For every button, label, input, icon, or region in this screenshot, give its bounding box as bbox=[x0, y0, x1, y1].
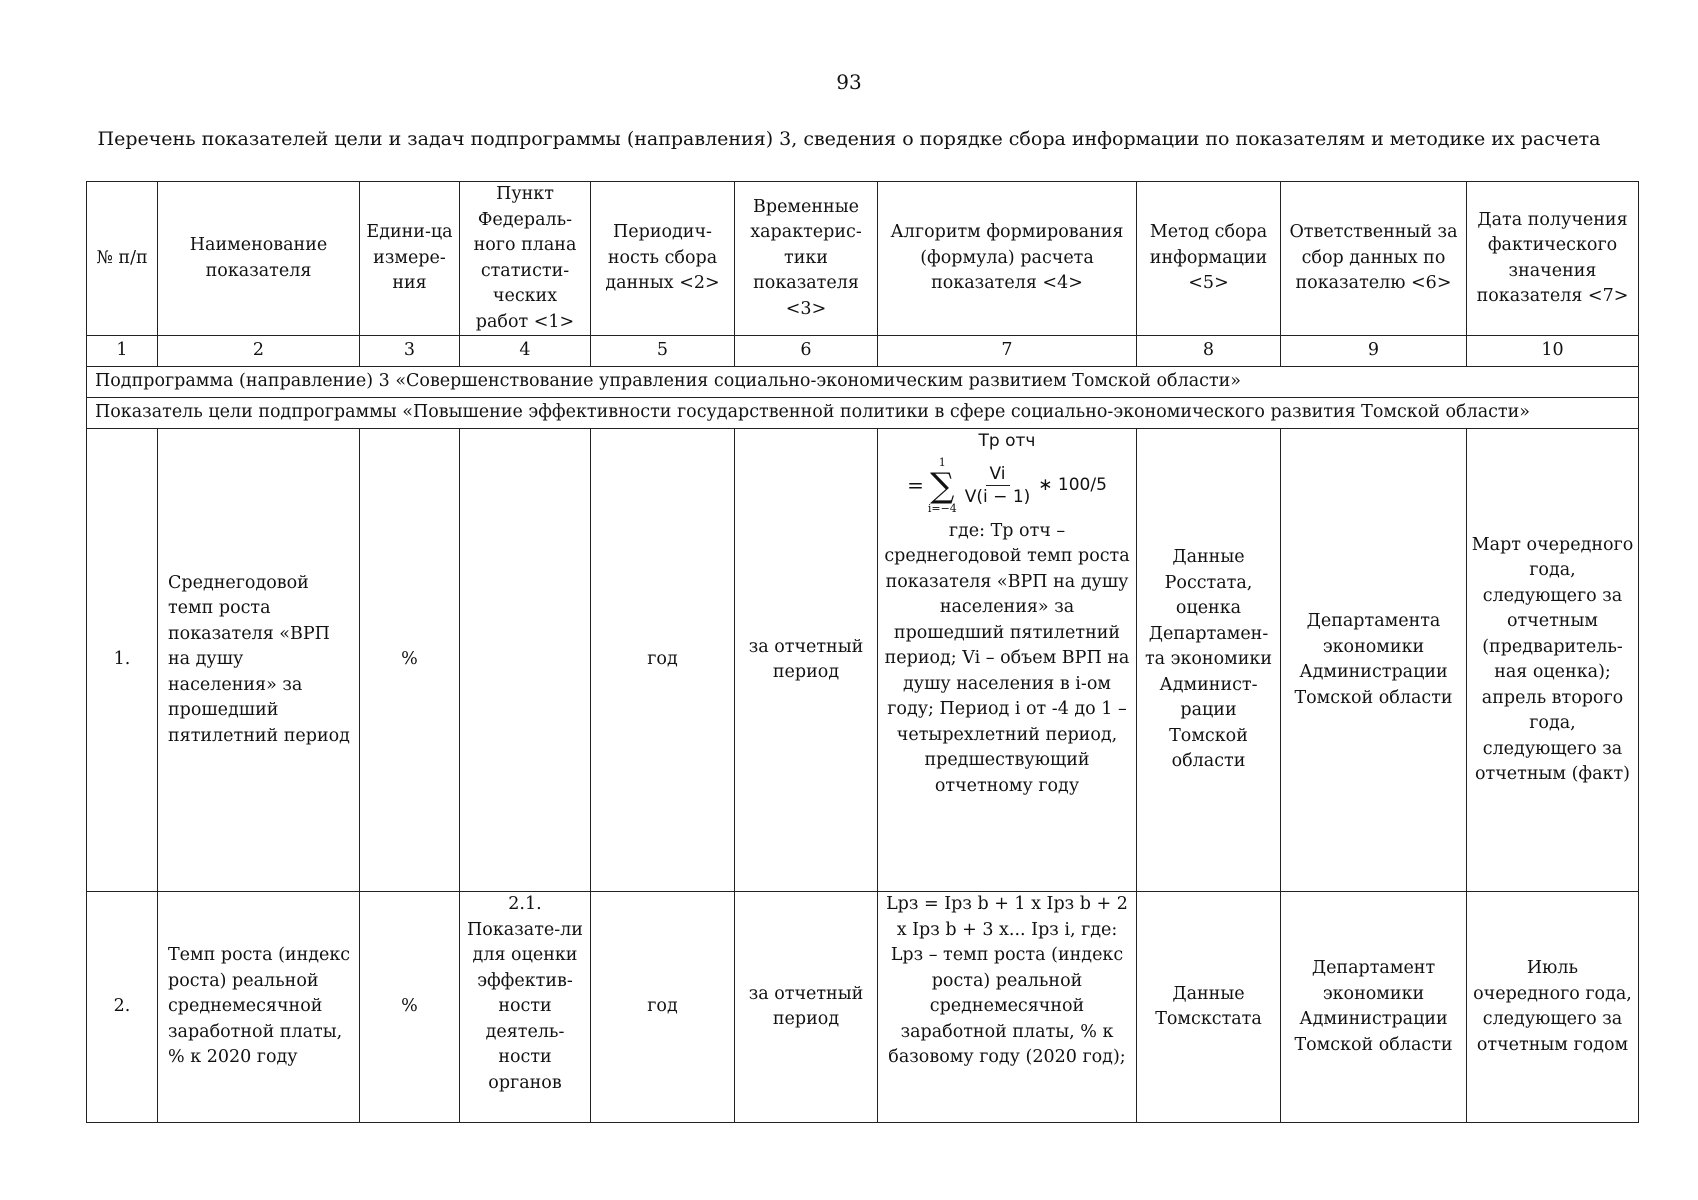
header-cell: Периодич-ность сбора данных <2> bbox=[591, 182, 735, 336]
indicators-table bbox=[86, 181, 1639, 1123]
column-number-row bbox=[87, 336, 1639, 367]
periodicity: год bbox=[591, 429, 735, 892]
column-number: 8 bbox=[1137, 336, 1281, 367]
row-number: 2. bbox=[87, 892, 158, 1123]
sum-lower-limit: i=−4 bbox=[927, 501, 957, 515]
time-characteristic: за отчетный период bbox=[735, 429, 878, 892]
periodicity: год bbox=[591, 892, 735, 1123]
header-row bbox=[87, 182, 1639, 336]
sigma-icon: ∑ bbox=[930, 465, 955, 506]
table-row bbox=[87, 892, 1639, 1123]
page-number: 93 bbox=[836, 70, 862, 94]
column-number: 3 bbox=[360, 336, 460, 367]
subprogram-title: Подпрограмма (направление) 3 «Совершенствование управления социально-экономическим развитием Томской области» bbox=[87, 367, 1639, 398]
algorithm-text: где: Тр отч – среднегодовой темп роста показателя «ВРП на душу населения» за прошедший пятилетний период; Vi – объем ВРП на душу населения в i-ом году; Период i от -4 до 1 – четырехлетний период, предшествующий отчетному году bbox=[884, 520, 1130, 796]
header-cell: Метод сбора информации <5> bbox=[1137, 182, 1281, 336]
header-cell: Алгоритм формирования (формула) расчета показателя <4> bbox=[878, 182, 1137, 336]
formula-lhs: Тр отч bbox=[978, 431, 1036, 451]
column-number: 7 bbox=[878, 336, 1137, 367]
header-cell: Временные характерис-тики показателя <3> bbox=[735, 182, 878, 336]
sum-upper-limit: 1 bbox=[938, 455, 946, 469]
column-number: 6 bbox=[735, 336, 878, 367]
header-cell: Ответственный за сбор данных по показателю <6> bbox=[1281, 182, 1467, 336]
sum-sign bbox=[928, 457, 957, 515]
column-number: 5 bbox=[591, 336, 735, 367]
algorithm-cell: Lpз = Ipз b + 1 x Ipз b + 2 x Ipз b + 3 x... Ipз i, где: Lpз – темп роста (индекс роста) реальной среднемесячной заработной платы, % к базовому году (2020 год); bbox=[878, 892, 1137, 1123]
indicator-name: Среднегодовой темп роста показателя «ВРП на душу населения» за прошедший пятилетний период bbox=[158, 429, 360, 892]
goal-row bbox=[87, 398, 1639, 429]
actual-value-date: Март очередного года, следующего за отчетным (предваритель-ная оценка); апрель второго года, следующего за отчетным (факт) bbox=[1467, 429, 1639, 892]
unit: % bbox=[360, 429, 460, 892]
header-cell: Едини-ца измере-ния bbox=[360, 182, 460, 336]
header-cell: № п/п bbox=[87, 182, 158, 336]
algorithm-cell bbox=[878, 429, 1137, 892]
actual-value-date: Июль очередного года, следующего за отчетным годом bbox=[1467, 892, 1639, 1123]
header-cell: Дата получения фактического значения показателя <7> bbox=[1467, 182, 1639, 336]
fraction-numerator: Vi bbox=[986, 463, 1010, 486]
row-number: 1. bbox=[87, 429, 158, 892]
responsible: Департамента экономики Администрации Томской области bbox=[1281, 429, 1467, 892]
subprogram-row bbox=[87, 367, 1639, 398]
collection-method: Данные Росстата, оценка Департамен-та экономики Админист-рации Томской области bbox=[1137, 429, 1281, 892]
responsible: Департамент экономики Администрации Томской области bbox=[1281, 892, 1467, 1123]
column-number: 10 bbox=[1467, 336, 1639, 367]
collection-method: Данные Томскстата bbox=[1137, 892, 1281, 1123]
plan-item: 2.1. Показате-ли для оценки эффектив-ности деятель-ности органов bbox=[460, 892, 591, 1123]
column-number: 1 bbox=[87, 336, 158, 367]
fraction-denominator: V(i − 1) bbox=[964, 487, 1031, 507]
formula-tail: ∗ 100/5 bbox=[1038, 474, 1107, 495]
unit: % bbox=[360, 892, 460, 1123]
column-number: 4 bbox=[460, 336, 591, 367]
table-row bbox=[87, 429, 1639, 892]
indicator-name: Темп роста (индекс роста) реальной среднемесячной заработной платы, % к 2020 году bbox=[158, 892, 360, 1123]
fraction bbox=[961, 463, 1035, 508]
column-number: 9 bbox=[1281, 336, 1467, 367]
formula bbox=[882, 457, 1132, 515]
plan-item bbox=[460, 429, 591, 892]
time-characteristic: за отчетный период bbox=[735, 892, 878, 1123]
document-title: Перечень показателей цели и задач подпрограммы (направления) 3, сведения о порядке сбора информации по показателям и методике их расчета bbox=[97, 128, 1601, 150]
column-number: 2 bbox=[158, 336, 360, 367]
goal-title: Показатель цели подпрограммы «Повышение эффективности государственной политики в сфере социально-экономического развития Томской области» bbox=[87, 398, 1639, 429]
header-cell: Пункт Федераль-ного плана статисти-ческих работ <1> bbox=[460, 182, 591, 336]
formula-equals: = bbox=[907, 472, 924, 497]
header-cell: Наименование показателя bbox=[158, 182, 360, 336]
